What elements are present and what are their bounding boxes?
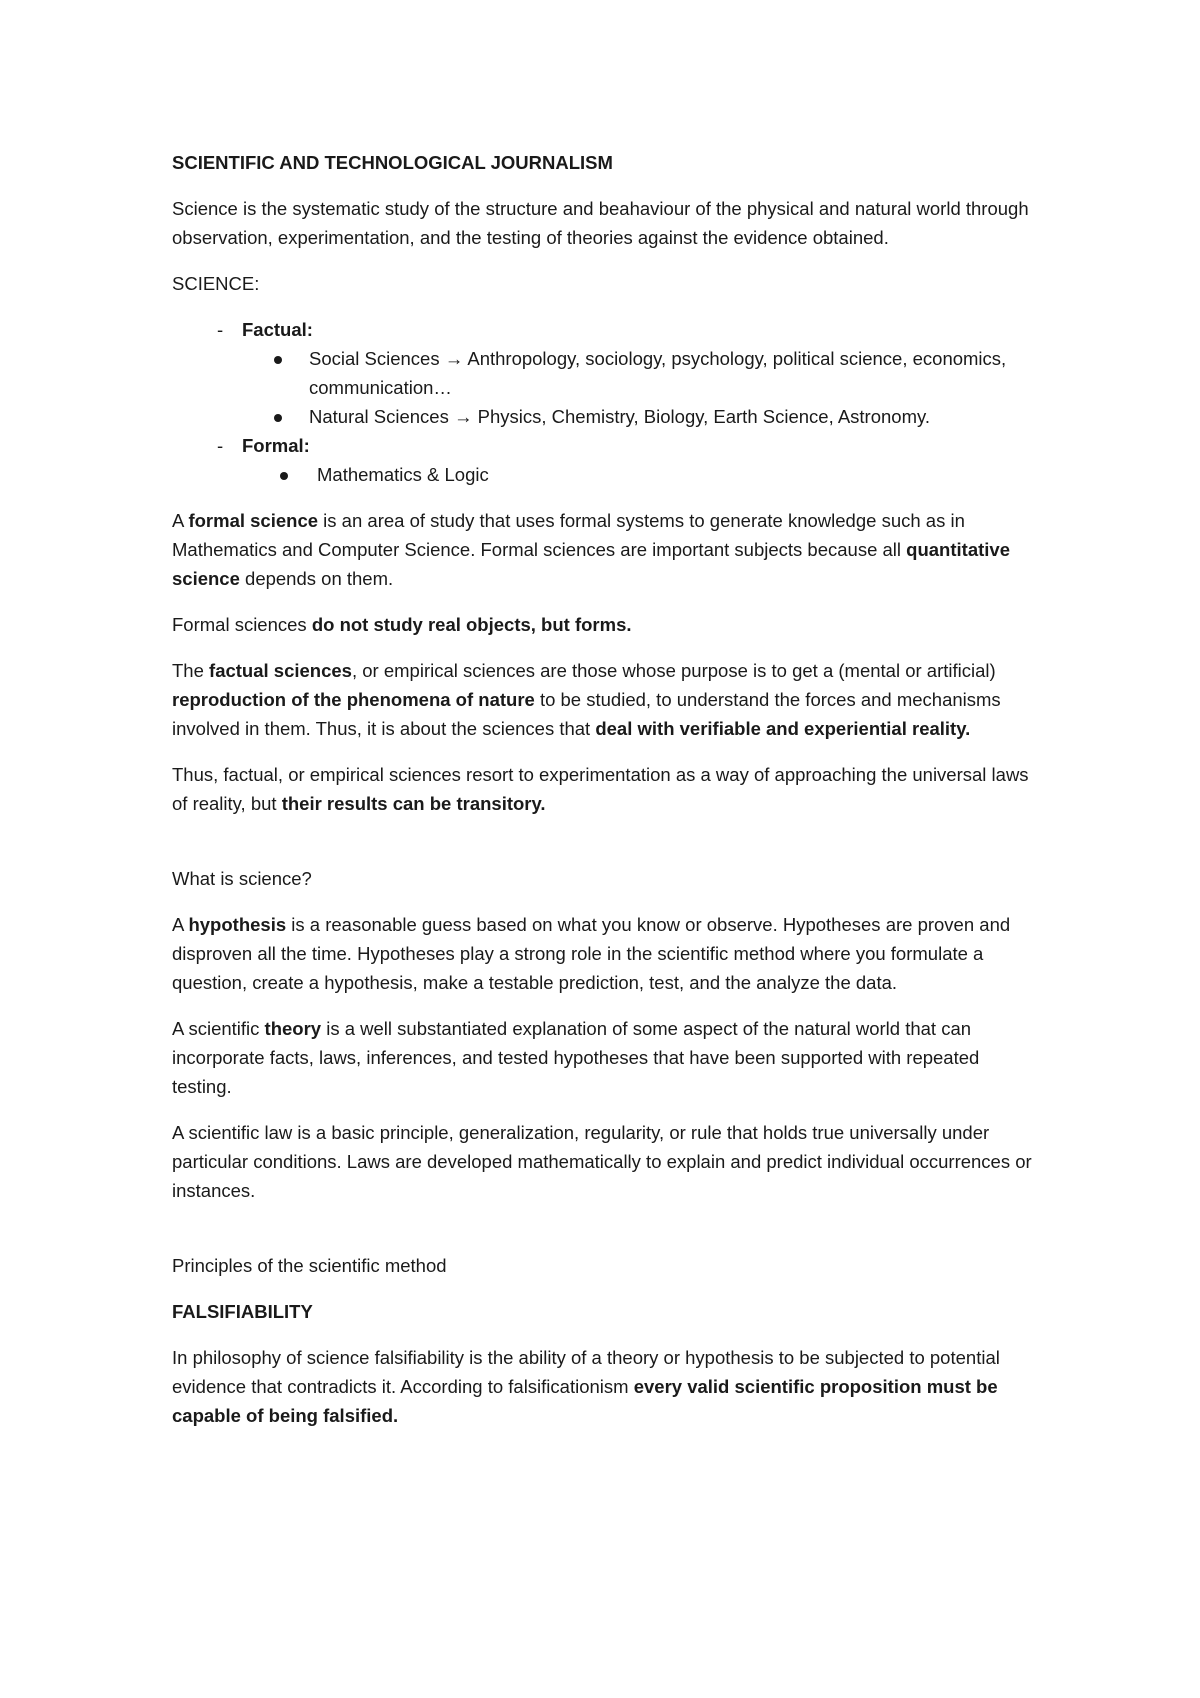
bullet-icon — [274, 414, 282, 422]
law-paragraph: A scientific law is a basic principle, generalization, regularity, or rule that holds true universally under particular conditions. Laws are developed mathematically to explain and predict individual occurrences or instances. — [172, 1122, 1032, 1201]
math-logic-text: Mathematics & Logic — [317, 464, 489, 485]
falsifiability-paragraph: In philosophy of science falsifiability is the ability of a theory or hypothesis to be subjected to potential evidence that contradicts it. According to falsificationism every valid scientific proposition must be capable of being falsified. — [172, 1347, 1000, 1426]
blank-line — [172, 835, 1042, 864]
formal-science-paragraph: A formal science is an area of study that uses formal systems to generate knowledge such as in Mathematics and Computer Science. Formal sciences are important subjects because all quantitative science depends on them. — [172, 510, 1010, 589]
blank-line — [172, 1222, 1042, 1251]
list-item-factual — [172, 315, 1042, 344]
dash-marker: - — [217, 319, 224, 340]
list-item-social-sciences — [172, 344, 1042, 402]
bullet-icon — [274, 356, 282, 364]
list-item-formal — [172, 431, 1042, 460]
dash-marker: - — [217, 435, 224, 456]
formal-label: Formal: — [242, 435, 310, 456]
factual-sciences-paragraph: The factual sciences, or empirical sciences are those whose purpose is to get a (mental or artificial) reproduction of the phenomena of nature to be studied, to understand the forces and mechanisms involved in them. Thus, it is about the sciences that deal with verifiable and experiential reality. — [172, 660, 1001, 739]
social-sciences-text: Social Sciences → Anthropology, sociology, psychology, political science, economics, communication… — [309, 348, 1007, 398]
empirical-sciences-paragraph: Thus, factual, or empirical sciences resort to experimentation as a way of approaching the universal laws of reality, but their results can be transitory. — [172, 764, 1029, 814]
science-heading: SCIENCE: — [172, 273, 260, 294]
document-page — [172, 148, 1042, 1447]
falsifiability-heading: FALSIFIABILITY — [172, 1301, 313, 1322]
what-is-science-heading: What is science? — [172, 868, 312, 889]
theory-paragraph: A scientific theory is a well substantiated explanation of some aspect of the natural world that can incorporate facts, laws, inferences, and tested hypotheses that have been supported with repeated testing. — [172, 1018, 980, 1097]
document-title: SCIENTIFIC AND TECHNOLOGICAL JOURNALISM — [172, 152, 613, 173]
science-list — [172, 315, 1042, 489]
hypothesis-paragraph: A hypothesis is a reasonable guess based on what you know or observe. Hypotheses are proven and disproven all the time. Hypotheses play a strong role in the scientific method where you formulate a question, create a hypothesis, make a testable prediction, test, and the analyze the data. — [172, 914, 1011, 993]
list-item-math-logic — [172, 460, 1042, 489]
factual-label: Factual: — [242, 319, 313, 340]
principles-heading: Principles of the scientific method — [172, 1255, 447, 1276]
natural-sciences-text: Natural Sciences → Physics, Chemistry, Biology, Earth Science, Astronomy. — [309, 406, 931, 427]
forms-paragraph: Formal sciences do not study real objects, but forms. — [172, 614, 632, 635]
intro-paragraph: Science is the systematic study of the structure and beahaviour of the physical and natural world through observation, experimentation, and the testing of theories against the evidence obtained. — [172, 198, 1029, 248]
bullet-icon — [280, 472, 288, 480]
list-item-natural-sciences — [172, 402, 1042, 431]
